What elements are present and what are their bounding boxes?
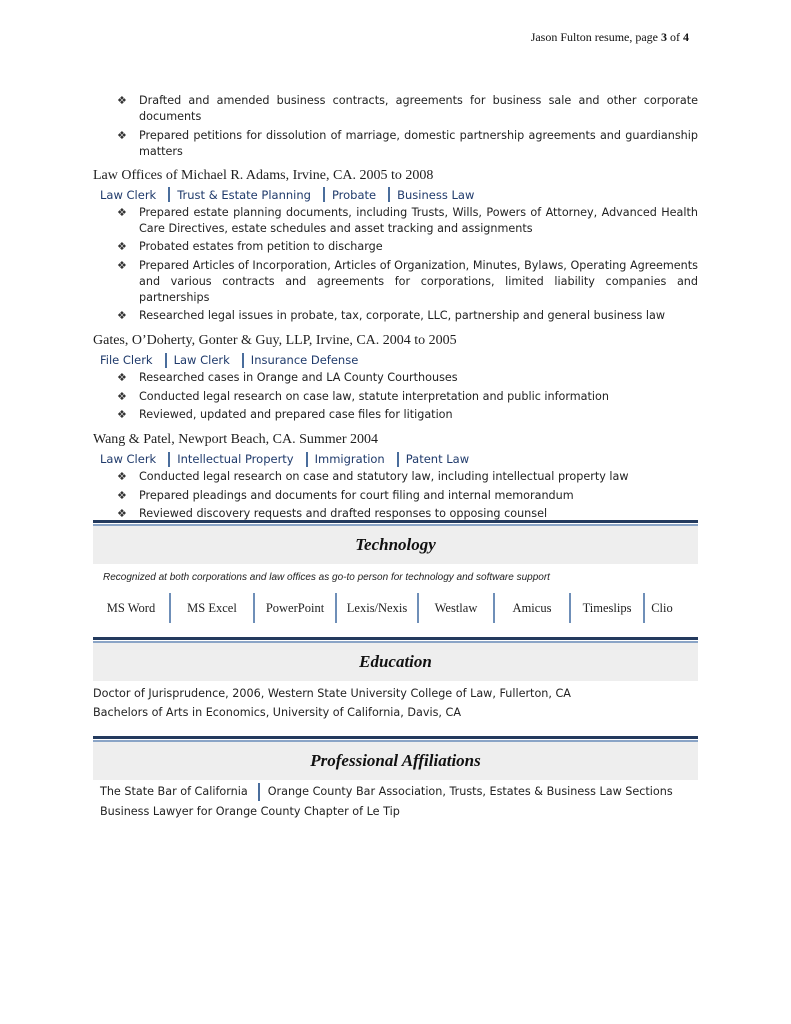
diamond-bullet-icon: ❖ bbox=[117, 128, 127, 142]
technology-list bbox=[93, 592, 698, 624]
affiliations-list bbox=[100, 782, 673, 822]
bullet-item: ❖ Prepared pleadings and documents for court filing and internal memorandum bbox=[117, 488, 574, 502]
job-tags bbox=[100, 451, 698, 467]
bullet-item: ❖ Prepared petitions for dissolution of marriage, domestic partnership agreements and guardianship matters bbox=[117, 128, 698, 158]
bullet-item: ❖ Conducted legal research on case law, statute interpretation and public information bbox=[117, 389, 609, 403]
bullet-item: ❖ Reviewed discovery requests and drafted responses to opposing counsel bbox=[117, 507, 548, 520]
page-header bbox=[531, 30, 689, 45]
job-tag: File Clerk bbox=[100, 353, 153, 367]
job-tag: Intellectual Property bbox=[177, 452, 294, 466]
education-heading: Education bbox=[93, 643, 698, 681]
diamond-bullet-icon: ❖ bbox=[117, 205, 127, 219]
affiliation-item: Orange County Bar Association, Trusts, Estates & Business Law Sections bbox=[267, 785, 673, 798]
job-tag: Patent Law bbox=[405, 452, 470, 466]
job-title: Wang & Patel, Newport Beach, CA. Summer 2004 bbox=[93, 432, 379, 447]
diamond-bullet-icon: ❖ bbox=[117, 258, 127, 272]
job-tag: Probate bbox=[331, 187, 377, 202]
continued-bullet-list bbox=[93, 93, 698, 160]
job-title: Gates, O’Doherty, Gonter & Guy, LLP, Irvine, CA. 2004 to 2005 bbox=[93, 333, 457, 348]
technology-item: MS Excel bbox=[187, 601, 237, 615]
job-tag: Law Clerk bbox=[100, 452, 157, 466]
technology-item: PowerPoint bbox=[265, 601, 325, 615]
technology-heading: Technology bbox=[93, 526, 698, 564]
tag-divider bbox=[323, 187, 325, 202]
job-tag: Insurance Defense bbox=[250, 353, 359, 367]
diamond-bullet-icon: ❖ bbox=[117, 488, 127, 502]
job-title: Law Offices of Michael R. Adams, Irvine, CA. 2005 to 2008 bbox=[93, 167, 434, 183]
education-entry: Bachelors of Arts in Economics, University of California, Davis, CA bbox=[93, 705, 461, 719]
bullet-item: ❖ Researched cases in Orange and LA County Courthouses bbox=[117, 371, 458, 384]
job-tag: Business Law bbox=[397, 187, 475, 202]
affiliations-heading: Professional Affiliations bbox=[93, 742, 698, 780]
job-bullet-list bbox=[93, 469, 698, 522]
diamond-bullet-icon: ❖ bbox=[117, 309, 127, 322]
header-total-pages: 4 bbox=[683, 30, 689, 44]
tag-divider bbox=[242, 353, 244, 368]
tag-divider bbox=[168, 452, 170, 467]
education-entry: Doctor of Jurisprudence, 2006, Western State University College of Law, Fullerton, CA bbox=[93, 687, 571, 700]
diamond-bullet-icon: ❖ bbox=[117, 408, 127, 421]
diamond-bullet-icon: ❖ bbox=[117, 470, 127, 483]
job-tag: Law Clerk bbox=[100, 187, 157, 202]
bullet-item: ❖ Researched legal issues in probate, tax, corporate, LLC, partnership and general business law bbox=[117, 309, 666, 322]
bullet-item: ❖ Prepared Articles of Incorporation, Articles of Organization, Minutes, Bylaws, Operating Agreements and various contracts and agreements for corporations, limited liability companies and partnerships bbox=[117, 258, 698, 304]
tag-divider bbox=[397, 452, 399, 467]
diamond-bullet-icon: ❖ bbox=[117, 94, 127, 107]
tag-divider bbox=[168, 187, 170, 202]
technology-item: Lexis/Nexis bbox=[346, 601, 408, 615]
technology-item: Timeslips bbox=[582, 601, 632, 615]
header-page-number: 3 bbox=[661, 30, 667, 44]
bullet-item: ❖ Drafted and amended business contracts, agreements for business sale and other corporate documents bbox=[117, 94, 698, 123]
affiliation-divider bbox=[258, 783, 260, 801]
job-bullet-list bbox=[93, 205, 698, 325]
tag-divider bbox=[388, 187, 390, 202]
job-tag: Trust & Estate Planning bbox=[177, 187, 311, 202]
technology-note: Recognized at both corporations and law offices as go-to person for technology and software support bbox=[103, 572, 550, 583]
job-tag: Immigration bbox=[314, 452, 385, 466]
header-of: of bbox=[667, 30, 683, 44]
technology-item: Amicus bbox=[512, 601, 552, 615]
diamond-bullet-icon: ❖ bbox=[117, 240, 127, 253]
job-tags bbox=[100, 352, 698, 368]
affiliations-row bbox=[100, 782, 673, 802]
bullet-item: ❖ Prepared estate planning documents, including Trusts, Wills, Powers of Attorney, Advanced Health Care Directives, estate schedules and asset tracking and assignments bbox=[117, 205, 698, 235]
diamond-bullet-icon: ❖ bbox=[117, 389, 127, 403]
job-tags bbox=[100, 187, 698, 203]
bullet-item: ❖ Reviewed, updated and prepared case files for litigation bbox=[117, 408, 453, 421]
tag-divider bbox=[306, 452, 308, 467]
diamond-bullet-icon: ❖ bbox=[117, 371, 127, 384]
technology-item: Clio bbox=[651, 601, 673, 615]
bullet-item: ❖ Probated estates from petition to discharge bbox=[117, 240, 383, 253]
bullet-item: ❖ Conducted legal research on case and statutory law, including intellectual property law bbox=[117, 470, 629, 483]
job-bullet-list bbox=[93, 370, 698, 423]
diamond-bullet-icon: ❖ bbox=[117, 507, 127, 520]
technology-item: MS Word bbox=[106, 601, 156, 615]
header-title: Jason Fulton resume, page bbox=[530, 30, 661, 44]
technology-item: Westlaw bbox=[434, 601, 478, 615]
affiliation-item: Business Lawyer for Orange County Chapter of Le Tip bbox=[100, 805, 400, 818]
job-tag: Law Clerk bbox=[173, 353, 230, 367]
experience-section bbox=[93, 93, 698, 525]
affiliation-item: The State Bar of California bbox=[100, 785, 248, 798]
education-list bbox=[93, 685, 571, 722]
tag-divider bbox=[165, 353, 167, 368]
